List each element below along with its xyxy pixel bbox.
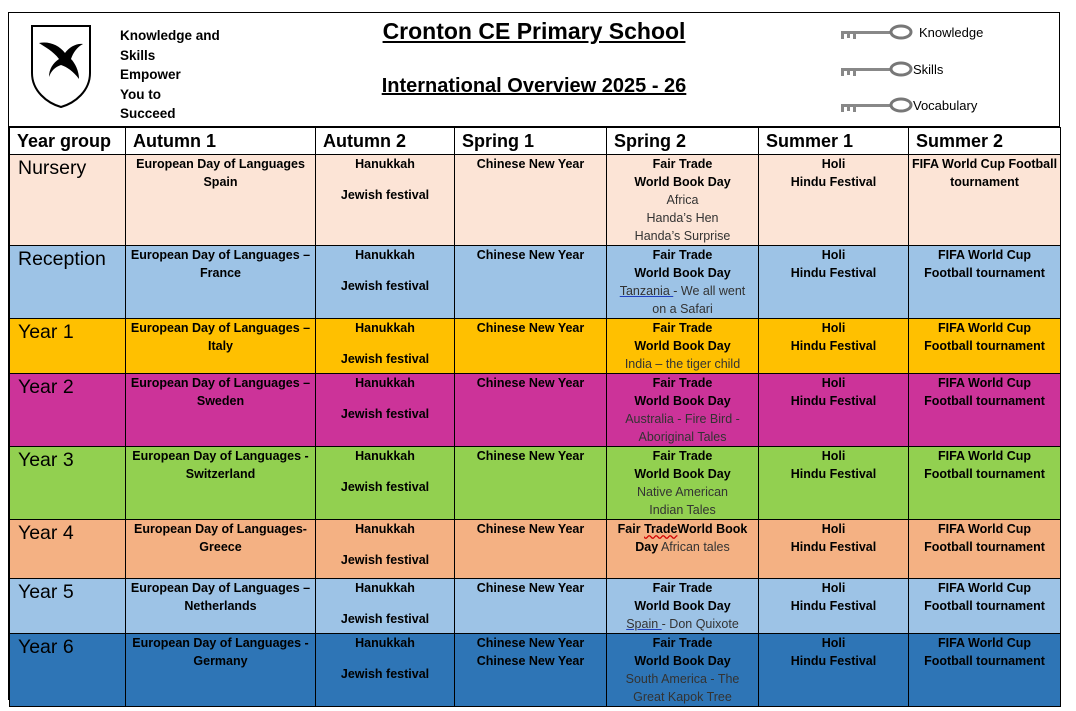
- spring1-cell: Chinese New Year: [455, 374, 607, 447]
- cell-line: Indian Tales: [649, 503, 716, 517]
- summer2-cell: [909, 634, 1061, 707]
- cell-line: FIFA World Cup: [937, 581, 1032, 595]
- column-header: Spring 1: [455, 128, 607, 155]
- cell-line: Handa’s Hen: [646, 211, 719, 225]
- school-name: Cronton CE Primary School: [382, 18, 686, 44]
- summer2-cell: [909, 579, 1061, 634]
- spring1-cell: Chinese New Year: [455, 447, 607, 520]
- spring2-cell: [607, 246, 759, 319]
- cell-line: Football tournament: [924, 540, 1045, 554]
- column-header: Summer 1: [759, 128, 909, 155]
- autumn2-cell: [316, 634, 455, 707]
- autumn2-cell: [316, 155, 455, 246]
- cell-line: India – the tiger child: [624, 357, 741, 371]
- cell-line: Native American: [636, 485, 728, 499]
- year-group-cell: Year 5: [10, 579, 126, 634]
- summer2-cell: [909, 155, 1061, 246]
- table-row: [10, 579, 1061, 634]
- cell-line: Hindu Festival: [790, 599, 877, 613]
- cell-line: Day African tales: [635, 540, 730, 554]
- cell-line: World Book Day: [634, 175, 731, 189]
- table-header-row: [10, 128, 1061, 155]
- table-row: [10, 447, 1061, 520]
- cell-line: Great Kapok Tree: [633, 690, 732, 704]
- cell-line: Hindu Festival: [790, 467, 877, 481]
- cell-line: Fair TradeWorld Book: [617, 522, 748, 536]
- cell-line: Football tournament: [924, 339, 1045, 353]
- overview-table: [9, 127, 1061, 707]
- cell-line: Chinese New Year: [476, 654, 585, 668]
- summer1-cell: [759, 634, 909, 707]
- spring1-cell: Chinese New Year: [455, 155, 607, 246]
- cell-line: Handa’s Surprise: [634, 229, 731, 243]
- spring2-cell: [607, 579, 759, 634]
- autumn2-cell: [316, 319, 455, 374]
- year-group-cell: Reception: [10, 246, 126, 319]
- table-row: [10, 319, 1061, 374]
- spring2-cell: [607, 319, 759, 374]
- autumn1-cell: [126, 447, 316, 520]
- cell-line: Fair Trade: [652, 321, 713, 335]
- spring1-cell: [455, 634, 607, 707]
- cell-line: Aboriginal Tales: [638, 430, 727, 444]
- motto-line: You to: [120, 86, 161, 102]
- cell-line: World Book Day: [634, 599, 731, 613]
- cell-line: Fair Trade: [652, 581, 713, 595]
- year-group-cell: Year 6: [10, 634, 126, 707]
- cell-line: FIFA World Cup: [937, 248, 1032, 262]
- cell-line: FIFA World Cup: [937, 522, 1032, 536]
- spring2-cell: [607, 520, 759, 579]
- cell-line: Hindu Festival: [790, 266, 877, 280]
- country-link: Tanzania: [619, 284, 674, 298]
- spring2-cell: [607, 447, 759, 520]
- year-group-cell: Year 1: [10, 319, 126, 374]
- cell-line: Holi: [821, 636, 846, 650]
- cell-line: World Book Day: [634, 266, 731, 280]
- spring1-cell: Chinese New Year: [455, 520, 607, 579]
- cell-line: Jewish festival: [340, 612, 430, 626]
- cell-line: Fair Trade: [652, 449, 713, 463]
- cell-line: Greece: [199, 540, 242, 554]
- cell-line: Holi: [821, 376, 846, 390]
- autumn1-cell: [126, 246, 316, 319]
- summer1-cell: [759, 520, 909, 579]
- cell-line: Africa: [666, 193, 699, 207]
- cell-line: Jewish festival: [340, 407, 430, 421]
- cell-line: Football tournament: [924, 467, 1045, 481]
- summer2-cell: [909, 319, 1061, 374]
- column-header: Summer 2: [909, 128, 1061, 155]
- cell-line: Hanukkah: [355, 321, 415, 335]
- cell-line: European Day of Languages –: [130, 248, 311, 262]
- key-label-skills: Skills: [913, 62, 944, 77]
- autumn1-cell: [126, 155, 316, 246]
- spring1-cell: Chinese New Year: [455, 319, 607, 374]
- cell-line: Fair Trade: [652, 157, 713, 171]
- column-header: Autumn 2: [316, 128, 455, 155]
- cell-line: Football tournament: [924, 654, 1045, 668]
- summer1-cell: [759, 447, 909, 520]
- cell-line: Fair Trade: [652, 376, 713, 390]
- cell-line: World Book Day: [634, 339, 731, 353]
- summer2-cell: [909, 447, 1061, 520]
- cell-line: Hanukkah: [355, 376, 415, 390]
- year-group-cell: Year 4: [10, 520, 126, 579]
- cell-line: on a Safari: [652, 302, 713, 316]
- cell-line: Jewish festival: [340, 188, 430, 202]
- cell-line: Hanukkah: [355, 157, 415, 171]
- spring2-cell: [607, 374, 759, 447]
- motto-line: Succeed: [120, 106, 176, 122]
- motto-line: Empower: [120, 67, 181, 83]
- cell-line: Jewish festival: [340, 352, 430, 366]
- cell-line: Hindu Festival: [790, 540, 877, 554]
- country-link: Spain: [626, 617, 662, 631]
- cell-line: Germany: [193, 654, 248, 668]
- summer2-cell: [909, 374, 1061, 447]
- cell-line: European Day of Languages -: [132, 449, 309, 463]
- year-group-cell: Nursery: [10, 155, 126, 246]
- cell-line: FIFA World Cup: [937, 636, 1032, 650]
- summer1-cell: [759, 579, 909, 634]
- cell-line: Jewish festival: [340, 667, 430, 681]
- overview-page: [8, 12, 1060, 704]
- cell-line: Australia - Fire Bird -: [625, 412, 740, 426]
- table-row: [10, 634, 1061, 707]
- cell-line: Switzerland: [185, 467, 256, 481]
- cell-line: FIFA World Cup: [937, 376, 1032, 390]
- cell-line: Holi: [821, 522, 846, 536]
- autumn2-cell: [316, 579, 455, 634]
- cell-line: European Day of Languages –: [130, 321, 311, 335]
- header: [9, 13, 1059, 127]
- cell-line: South America - The: [625, 672, 740, 686]
- cell-line: Spain - Don Quixote: [626, 617, 739, 631]
- key-icon: [839, 23, 915, 41]
- spring2-cell: [607, 155, 759, 246]
- cell-line: Fair Trade: [652, 636, 713, 650]
- cell-line: Italy: [207, 339, 233, 353]
- key-label-knowledge: Knowledge: [919, 25, 984, 40]
- motto-line: Knowledge and: [120, 28, 220, 43]
- cell-line: European Day of Languages -: [132, 636, 309, 650]
- cell-line: Sweden: [196, 394, 245, 408]
- spring1-cell: Chinese New Year: [455, 579, 607, 634]
- cell-line: Football tournament: [924, 599, 1045, 613]
- cell-line: Jewish festival: [340, 553, 430, 567]
- table-row: [10, 374, 1061, 447]
- summer2-cell: [909, 520, 1061, 579]
- summer1-cell: [759, 319, 909, 374]
- column-header: Spring 2: [607, 128, 759, 155]
- autumn2-cell: [316, 374, 455, 447]
- cell-line: Hindu Festival: [790, 175, 877, 189]
- autumn2-cell: [316, 520, 455, 579]
- cell-line: Hindu Festival: [790, 654, 877, 668]
- cell-line: Holi: [821, 321, 846, 335]
- cell-line: European Day of Languages: [136, 157, 305, 171]
- key-label-vocabulary: Vocabulary: [913, 98, 978, 113]
- cell-line: European Day of Languages –: [130, 376, 311, 390]
- year-group-cell: Year 3: [10, 447, 126, 520]
- motto-line: Skills: [120, 47, 156, 63]
- cell-line: Hanukkah: [355, 522, 415, 536]
- table-row: [10, 246, 1061, 319]
- cell-line: Hanukkah: [355, 581, 415, 595]
- cell-line: Fair Trade: [652, 248, 713, 262]
- column-header: Autumn 1: [126, 128, 316, 155]
- cell-line: Football tournament: [924, 266, 1045, 280]
- autumn1-cell: [126, 579, 316, 634]
- cell-line: FIFA World Cup: [937, 449, 1032, 463]
- cell-line: France: [200, 266, 241, 280]
- cell-line: Hanukkah: [355, 248, 415, 262]
- cell-line: Hindu Festival: [790, 339, 877, 353]
- summer1-cell: [759, 155, 909, 246]
- table-row: [10, 520, 1061, 579]
- key-icon: [839, 96, 915, 114]
- cell-line: European Day of Languages –: [130, 581, 311, 595]
- cell-line: FIFA World Cup: [937, 321, 1032, 335]
- cell-line: tournament: [950, 175, 1019, 189]
- cell-line: Chinese New Year: [476, 636, 585, 650]
- cell-line: World Book Day: [634, 654, 731, 668]
- cell-line: World Book Day: [634, 467, 731, 481]
- cell-line: Holi: [821, 581, 846, 595]
- year-group-cell: Year 2: [10, 374, 126, 447]
- autumn1-cell: [126, 520, 316, 579]
- cell-line: Jewish festival: [340, 480, 430, 494]
- autumn1-cell: [126, 374, 316, 447]
- cell-line: Hindu Festival: [790, 394, 877, 408]
- cell-line: European Day of Languages-: [134, 522, 307, 536]
- cell-line: FIFA World Cup Football: [911, 157, 1058, 171]
- summer1-cell: [759, 246, 909, 319]
- cell-line: Spain: [203, 175, 238, 189]
- key-icon: [839, 60, 915, 78]
- spring1-cell: Chinese New Year: [455, 246, 607, 319]
- cell-line: Tanzania - We all went: [619, 284, 746, 298]
- cell-line: Hanukkah: [355, 636, 415, 650]
- school-crest-icon: [29, 23, 93, 109]
- overview-title: International Overview 2025 - 26: [381, 75, 687, 97]
- spring2-cell: [607, 634, 759, 707]
- cell-line: Hanukkah: [355, 449, 415, 463]
- cell-line: Holi: [821, 157, 846, 171]
- autumn1-cell: [126, 319, 316, 374]
- cell-line: Holi: [821, 248, 846, 262]
- cell-line: Netherlands: [184, 599, 257, 613]
- autumn1-cell: [126, 634, 316, 707]
- motto: [120, 26, 220, 124]
- summer2-cell: [909, 246, 1061, 319]
- cell-line: Holi: [821, 449, 846, 463]
- autumn2-cell: [316, 447, 455, 520]
- cell-line: World Book Day: [634, 394, 731, 408]
- column-header: Year group: [10, 128, 126, 155]
- table-row: [10, 155, 1061, 246]
- cell-line: Jewish festival: [340, 279, 430, 293]
- summer1-cell: [759, 374, 909, 447]
- autumn2-cell: [316, 246, 455, 319]
- cell-line: Football tournament: [924, 394, 1045, 408]
